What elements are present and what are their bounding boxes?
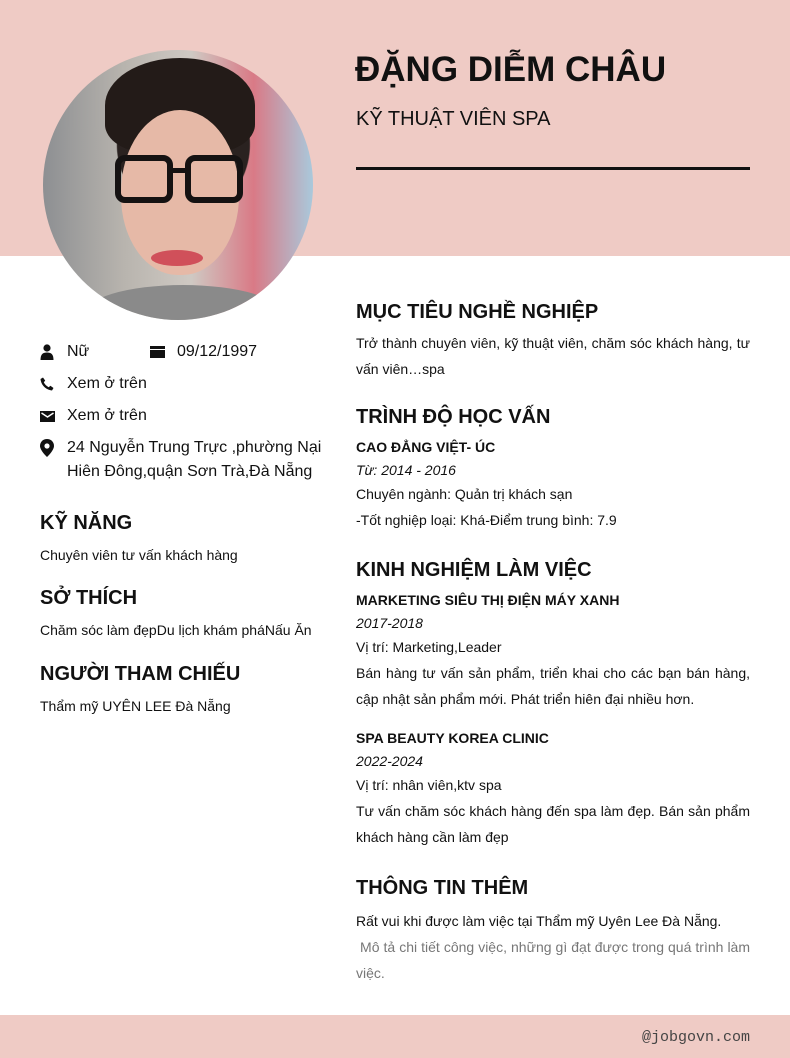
references-text: Thẩm mỹ UYÊN LEE Đà Nẵng bbox=[40, 698, 231, 714]
envelope-icon bbox=[40, 404, 67, 428]
skills-text: Chuyên viên tư vấn khách hàng bbox=[40, 547, 238, 563]
experience-period: 2022-2024 bbox=[356, 753, 423, 769]
avatar-shirt bbox=[83, 285, 283, 320]
email-value[interactable]: Xem ở trên bbox=[67, 407, 147, 424]
education-school: CAO ĐẲNG VIỆT- ÚC bbox=[356, 439, 496, 455]
phone-value[interactable]: Xem ở trên bbox=[67, 375, 147, 392]
hobbies-title: SỞ THÍCH bbox=[40, 587, 138, 609]
education-title: TRÌNH ĐỘ HỌC VẤN bbox=[356, 406, 551, 428]
map-pin-icon bbox=[40, 436, 67, 460]
additional-title: THÔNG TIN THÊM bbox=[356, 877, 529, 899]
experience-title: KINH NGHIỆM LÀM VIỆC bbox=[356, 559, 592, 581]
experience-position: Vị trí: nhân viên,ktv spa bbox=[356, 777, 502, 793]
address-line-1: 24 Nguyễn Trung Trực ,phường Nại bbox=[67, 439, 322, 456]
references-title: NGƯỜI THAM CHIẾU bbox=[40, 663, 241, 685]
skills-section bbox=[40, 512, 238, 563]
skills-title: KỸ NĂNG bbox=[40, 512, 133, 534]
education-major: Chuyên ngành: Quản trị khách sạn bbox=[356, 486, 573, 502]
email-row bbox=[40, 404, 330, 436]
hobbies-text: Chăm sóc làm đẹpDu lịch khám pháNấu Ăn bbox=[40, 622, 312, 638]
references-section bbox=[40, 663, 240, 714]
gender-value: Nữ bbox=[67, 343, 90, 360]
address-row bbox=[40, 436, 330, 484]
education-period: Từ: 2014 - 2016 bbox=[356, 462, 456, 478]
user-icon bbox=[40, 340, 67, 364]
experience-company: MARKETING SIÊU THỊ ĐIỆN MÁY XANH bbox=[356, 592, 620, 608]
gender-row bbox=[40, 340, 330, 372]
avatar bbox=[43, 50, 313, 320]
title-divider bbox=[356, 167, 750, 170]
footer-brand: @jobgovn.com bbox=[641, 1029, 750, 1046]
left-column bbox=[40, 340, 330, 714]
additional-placeholder: Mô tả chi tiết công việc, những gì đạt được trong quá trình làm việc. bbox=[356, 939, 754, 981]
calendar-icon bbox=[150, 340, 177, 364]
avatar-glasses-right bbox=[185, 155, 243, 203]
hobbies-section bbox=[40, 587, 312, 638]
address-line-2: Hiên Đông,quận Sơn Trà,Đà Nẵng bbox=[67, 463, 313, 480]
experience-description: Bán hàng tư vấn sản phẩm, triển khai cho các bạn bán hàng, cập nhật sản phẩm mới. Phát triển hiên đại nhiều hơn. bbox=[356, 665, 750, 707]
avatar-glasses-bridge bbox=[171, 168, 187, 173]
job-title: KỸ THUẬT VIÊN SPA bbox=[356, 108, 551, 130]
phone-row bbox=[40, 372, 330, 404]
additional-text: Rất vui khi được làm việc tại Thẩm mỹ Uyên Lee Đà Nẵng. bbox=[356, 913, 722, 929]
education-section bbox=[356, 406, 750, 533]
additional-section bbox=[356, 877, 754, 986]
experience-description: Tư vấn chăm sóc khách hàng đến spa làm đẹp. Bán sản phẩm khách hàng cần làm đẹp bbox=[356, 803, 750, 845]
objective-text: Trở thành chuyên viên, kỹ thuật viên, chăm sóc khách hàng, tư vấn viên…spa bbox=[356, 335, 750, 377]
address-value bbox=[67, 436, 321, 484]
dob-value: 09/12/1997 bbox=[177, 343, 258, 360]
phone-icon bbox=[40, 372, 67, 396]
dob bbox=[150, 340, 257, 364]
experience-section bbox=[356, 559, 750, 850]
experience-item bbox=[356, 588, 750, 712]
experience-company: SPA BEAUTY KOREA CLINIC bbox=[356, 730, 549, 746]
objective-section bbox=[356, 301, 750, 382]
avatar-glasses-left bbox=[115, 155, 173, 203]
experience-period: 2017-2018 bbox=[356, 615, 423, 631]
candidate-name: ĐẶNG DIỄM CHÂU bbox=[355, 50, 667, 89]
education-grade: -Tốt nghiệp loại: Khá-Điểm trung bình: 7.9 bbox=[356, 512, 617, 528]
objective-title: MỤC TIÊU NGHỀ NGHIỆP bbox=[356, 301, 599, 323]
experience-item bbox=[356, 726, 750, 850]
experience-position: Vị trí: Marketing,Leader bbox=[356, 639, 502, 655]
avatar-lips bbox=[151, 250, 203, 266]
